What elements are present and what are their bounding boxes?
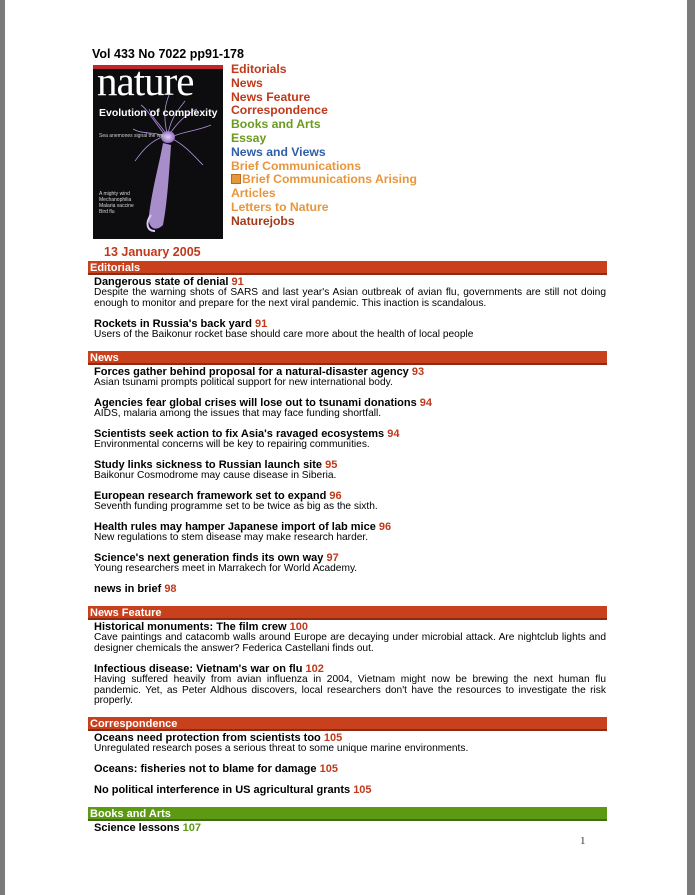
article-entry	[94, 397, 606, 420]
article-page-number[interactable]: 95	[325, 459, 338, 471]
section-link-naturejobs[interactable]	[231, 215, 417, 229]
article-page-number[interactable]: 91	[254, 318, 268, 330]
article-summary: Environmental concerns will be key to repairing communities.	[94, 439, 370, 450]
article-title: Oceans need protection from scientists too	[94, 732, 321, 744]
article-summary: Asian tsunami prompts political support for new international body.	[94, 377, 393, 388]
cover-side-line: Mechanophilia	[99, 197, 132, 203]
section-header-editorials: Editorials	[88, 261, 607, 275]
section-link-label: Correspondence	[231, 103, 328, 118]
article-summary: Young researchers meet in Marrakech for World Academy.	[94, 563, 358, 574]
cover-subline: Sea anemones signal the way	[99, 133, 166, 139]
section-header-news: News	[88, 351, 607, 365]
article-title-link[interactable]	[94, 583, 606, 595]
volume-line: Vol 433 No 7022 pp91-178	[92, 47, 244, 61]
article-entry	[94, 732, 606, 755]
article-summary: AIDS, malaria among the issues that may face funding shortfall.	[94, 408, 382, 419]
article-title: No political interference in US agricultural grants	[94, 784, 351, 796]
article-page-number[interactable]: 98	[164, 583, 177, 595]
section-link-articles[interactable]	[231, 187, 417, 201]
section-link-news-and-views[interactable]	[231, 146, 417, 160]
article-title: Infectious disease: Vietnam's war on flu	[94, 663, 303, 675]
section-header-books-and-arts: Books and Arts	[88, 807, 607, 821]
article-entry	[94, 663, 606, 707]
section-link-label: News	[231, 75, 263, 90]
article-summary: Users of the Baikonur rocket base should care more about the health of local people	[94, 329, 474, 340]
article-page-number[interactable]: 96	[378, 521, 392, 533]
article-page-number[interactable]: 94	[419, 397, 433, 409]
section-link-label: Articles	[231, 186, 276, 201]
article-summary: Baikonur Cosmodrome may cause disease in Siberia.	[94, 470, 337, 481]
section-link-brief-communications-arising[interactable]	[231, 173, 417, 187]
article-page-number[interactable]: 96	[329, 490, 342, 502]
section-link-label: Letters to Nature	[231, 199, 329, 214]
cover-side-list	[99, 191, 145, 215]
article-title: Agencies fear global crises will lose out to tsunami donations	[94, 397, 417, 409]
article-title: news in brief	[94, 583, 162, 595]
cover-image[interactable]	[93, 65, 223, 239]
article-page-number[interactable]: 105	[353, 784, 372, 796]
article-title: Forces gather behind proposal for a natural-disaster agency	[94, 366, 409, 378]
section-link-news[interactable]	[231, 77, 417, 91]
section-link-correspondence[interactable]	[231, 104, 417, 118]
article-title-link[interactable]	[94, 763, 606, 775]
article-entry	[94, 552, 606, 575]
section-nav	[231, 63, 417, 229]
article-title: Scientists seek action to fix Asia's ravaged ecosystems	[94, 428, 385, 440]
article-title: Science's next generation finds its own way	[94, 552, 324, 564]
article-entry	[94, 784, 606, 796]
section-link-label: Brief Communications Arising	[242, 172, 417, 187]
cover-side-line: A mighty wind	[99, 191, 130, 197]
article-title: Health rules may hamper Japanese import of lab mice	[94, 521, 376, 533]
article-title: Science lessons	[94, 822, 180, 834]
section-link-editorials[interactable]	[231, 63, 417, 77]
section-link-label: News and Views	[231, 144, 326, 159]
section-link-essay[interactable]	[231, 132, 417, 146]
article-title-link[interactable]	[94, 784, 606, 796]
article-page-number[interactable]: 105	[323, 732, 343, 744]
article-page-number[interactable]: 102	[305, 663, 324, 675]
article-entry	[94, 521, 606, 544]
cover-side-line: Bird flu	[99, 209, 115, 215]
article-title: Study links sickness to Russian launch site	[94, 459, 323, 471]
article-entry	[94, 822, 606, 834]
article-title: Dangerous state of denial	[94, 276, 229, 288]
article-page-number[interactable]: 93	[411, 366, 425, 378]
article-page-number[interactable]: 107	[182, 822, 202, 834]
article-title: Historical monuments: The film crew	[94, 621, 287, 633]
article-entry	[94, 276, 606, 309]
article-title: Oceans: fisheries not to blame for damage	[94, 763, 317, 775]
section-link-books-and-arts[interactable]	[231, 118, 417, 132]
article-summary: Having suffered heavily from avian influenza in 2004, Vietnam might now be brewing the next human flu pandemic. Yet, as Peter Aldhous discovers, local researchers don't have the resources to investigate the risk properly.	[94, 674, 606, 707]
issue-date: 13 January 2005	[104, 245, 201, 259]
article-entry	[94, 583, 606, 595]
section-link-label: Essay	[231, 130, 267, 145]
document-page	[5, 0, 687, 895]
section-header-news-feature: News Feature	[88, 606, 607, 620]
cover-masthead: nature	[97, 65, 194, 104]
section-header-correspondence: Correspondence	[88, 717, 607, 731]
article-page-number[interactable]: 94	[387, 428, 400, 440]
cover-headline: Evolution of complexity	[99, 107, 218, 119]
cover-side-line: Malaria vaccine	[99, 203, 134, 209]
section-link-news-feature[interactable]	[231, 91, 417, 105]
article-title-link[interactable]	[94, 822, 606, 834]
article-title: European research framework set to expand	[94, 490, 327, 502]
article-entry	[94, 459, 606, 482]
section-link-label: Brief Communications	[231, 158, 362, 173]
section-link-label: Naturejobs	[231, 213, 295, 228]
section-link-brief-communications[interactable]	[231, 160, 417, 174]
article-summary: Cave paintings and catacomb walls around Europe are decaying under microbial attack. Are nightclub lights and designer chemicals the answer? Federica Castellani finds out.	[94, 632, 606, 654]
article-page-number[interactable]: 91	[231, 276, 244, 288]
article-summary: Unregulated research poses a serious threat to some unique marine environments.	[94, 743, 469, 754]
section-link-label: News Feature	[231, 89, 311, 104]
article-page-number[interactable]: 100	[289, 621, 308, 633]
article-title: Rockets in Russia's back yard	[94, 318, 252, 330]
section-link-label: Editorials	[231, 62, 287, 76]
document-icon	[231, 174, 241, 184]
article-entry	[94, 318, 606, 341]
article-entry	[94, 763, 606, 775]
article-summary: New regulations to stem disease may make research harder.	[94, 532, 369, 543]
article-summary: Seventh funding programme set to be twice as big as the sixth.	[94, 501, 378, 512]
page-number: 1	[580, 835, 586, 847]
section-link-label: Books and Arts	[231, 117, 321, 132]
article-summary: Despite the warning shots of SARS and last year's Asian outbreak of avian flu, governments are still not doing enough to monitor and prepare for the next viral pandemic. This inaction is scandalous.	[94, 287, 606, 309]
section-link-letters-to-nature[interactable]	[231, 201, 417, 215]
article-entry	[94, 621, 606, 654]
article-entry	[94, 428, 606, 451]
article-page-number[interactable]: 105	[319, 763, 338, 775]
article-entry	[94, 366, 606, 389]
article-entry	[94, 490, 606, 513]
article-page-number[interactable]: 97	[326, 552, 339, 564]
